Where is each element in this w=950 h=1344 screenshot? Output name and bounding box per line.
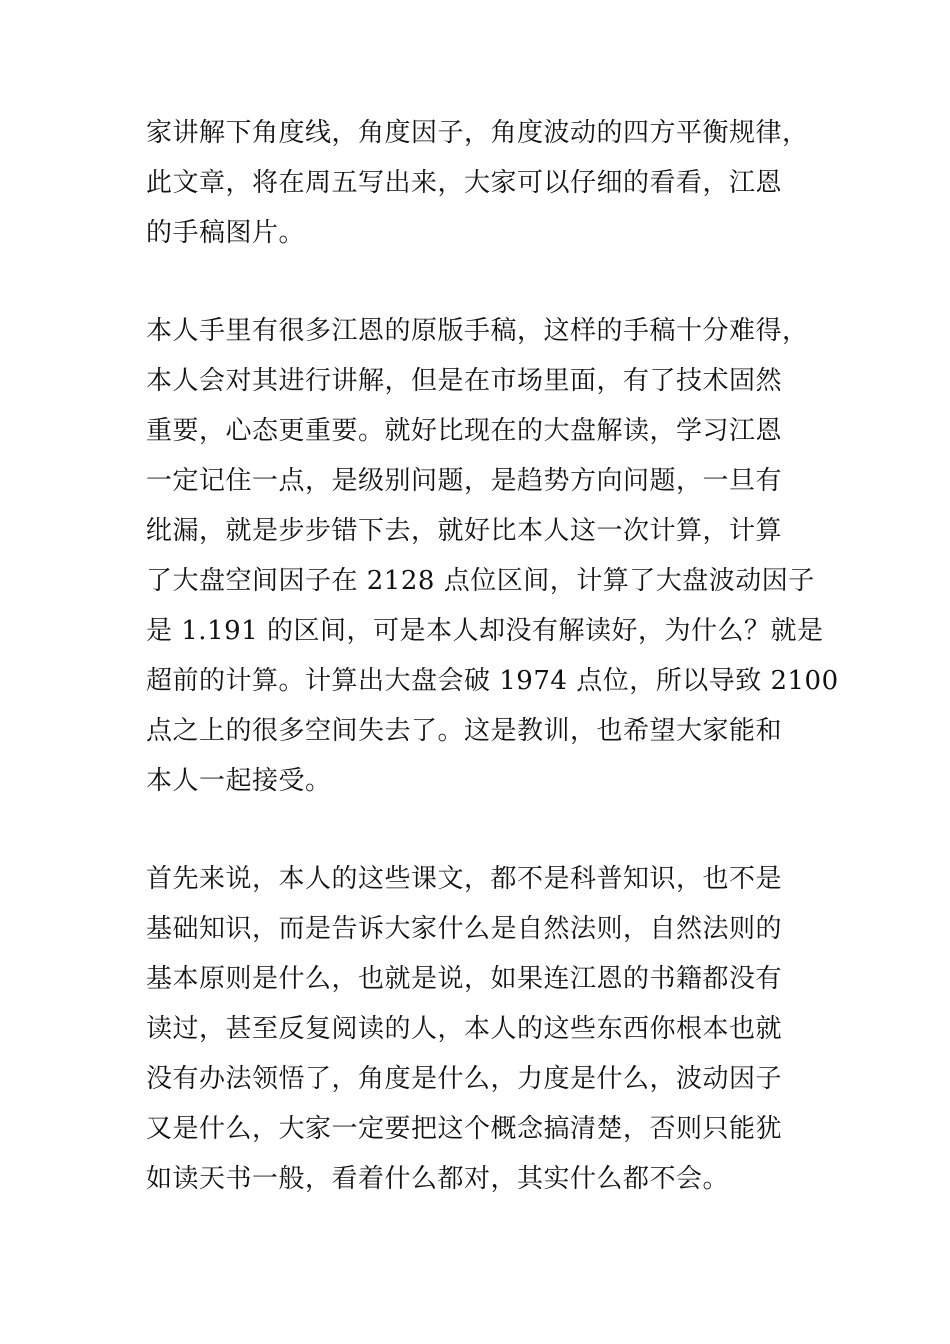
- text-line: 没有办法领悟了，角度是什么，力度是什么，波动因子: [146, 1064, 783, 1094]
- text-line: 本人会对其进行讲解，但是在市场里面，有了技术固然: [146, 366, 783, 396]
- text-line: 如读天书一般，看着什么都对，其实什么都不会。: [146, 1164, 730, 1194]
- text-line: 本人一起接受。: [146, 766, 332, 796]
- text-line: 纰漏，就是步步错下去，就好比本人这一次计算，计算: [146, 516, 783, 546]
- text-line: 基础知识，而是告诉大家什么是自然法则，自然法则的: [146, 914, 783, 944]
- text-line: 点之上的很多空间失去了。这是教训，也希望大家能和: [146, 716, 783, 746]
- text-line: 本人手里有很多江恩的原版手稿，这样的手稿十分难得，: [146, 316, 809, 346]
- paragraph-1: [146, 108, 810, 258]
- text-line: 基本原则是什么，也就是说，如果连江恩的书籍都没有: [146, 964, 783, 994]
- text-line: 首先来说，本人的这些课文，都不是科普知识，也不是: [146, 864, 783, 894]
- document-body: [146, 108, 839, 1252]
- text-line: 重要，心态更重要。就好比现在的大盘解读，学习江恩: [146, 416, 783, 446]
- text-line: 了大盘空间因子在 2128 点位区间，计算了大盘波动因子: [146, 566, 815, 596]
- text-line: 一定记住一点，是级别问题，是趋势方向问题，一旦有: [146, 466, 783, 496]
- paragraph-3: [146, 854, 810, 1204]
- text-line: 读过，甚至反复阅读的人，本人的这些东西你根本也就: [146, 1014, 783, 1044]
- text-line: 的手稿图片。: [146, 218, 306, 248]
- text-line: 又是什么，大家一定要把这个概念搞清楚，否则只能犹: [146, 1114, 783, 1144]
- paragraph-2: [146, 306, 839, 806]
- text-line: 此文章，将在周五写出来，大家可以仔细的看看，江恩: [146, 168, 783, 198]
- text-line: 是 1.191 的区间，可是本人却没有解读好，为什么？就是: [146, 616, 824, 646]
- text-line: 超前的计算。计算出大盘会破 1974 点位，所以导致 2100: [146, 666, 839, 696]
- text-line: 家讲解下角度线，角度因子，角度波动的四方平衡规律，: [146, 118, 809, 148]
